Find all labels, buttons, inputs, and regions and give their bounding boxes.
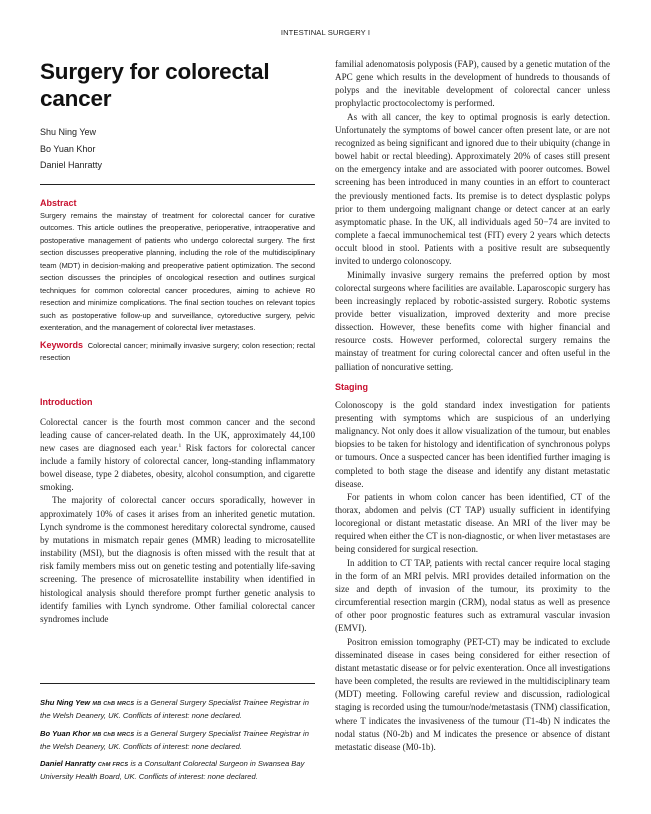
paragraph-text: Colorectal cancer is the fourth most common cancer and the second leading cause of cancer-related death. In the UK, approximately 44,100 new cases are diagnosed each year. [40,416,315,453]
article-title: Surgery for colorectal cancer [40,59,270,111]
title-divider [40,184,315,185]
bio-text: is a General Surgery Specialist Trainee Registrar in the Welsh Deanery, UK. Conflicts of interest: none declared. [40,728,309,751]
paragraph: The majority of colorectal cancer occurs sporadically, however in approximately 10% of cases it arises from an inherited genetic mutation. Lynch syndrome is the commonest hereditary colorectal syndrome, caused by mutations in mismatch repair genes (MMR) leading to microsatellite instability (MSI), but the diagnosis is often missed with the result that at risk family members miss out on genetic testing and potentially life-saving screening. The presence of microsatellite instability when identified in histological analysis should therefore prompt further genetic analysis to identify families with Lynch syndrome. Other familial colorectal cancer syndromes include [40,495,315,624]
right-column [335,58,610,754]
paragraph [40,416,315,495]
author-bio [40,728,315,753]
introduction-heading: Introduction [40,396,93,407]
author-bio [40,758,315,783]
bio-qualifications: ChM FRCS [97,762,129,769]
author-name: Shu Ning Yew [40,127,97,137]
bio-qualifications: MB ChB MRCS [92,701,135,707]
bio-name: Daniel Hanratty [40,759,96,769]
paragraph: For patients in whom colon cancer has been identified, CT of the thorax, abdomen and pelvis (CT TAP) usually sufficient in identifying locoregional or distant metastatic disease. An MRI of the liver may be required when either the CT is non-diagnostic, or when liver metastases are being considered for surgical resection. [335,491,610,555]
reference-link[interactable]: 1 [178,442,182,449]
running-head: INTESTINAL SURGERY I [280,28,371,37]
staging-heading: Staging [335,381,368,392]
author-name: Bo Yuan Khor [40,143,96,154]
author-bios [40,697,315,789]
author-list [40,124,315,174]
author-name: Daniel Hanratty [40,160,103,170]
paragraph: familial adenomatosis polyposis (FAP), caused by a genetic mutation of the APC gene which results in the development of hundreds to thousands of polyps and the inevitable development of colorectal cancer unless prophylactic proctocolectomy is performed. [335,59,610,109]
author-bio [40,697,315,722]
bio-text: is a General Surgery Specialist Trainee Registrar in the Welsh Deanery, UK. Conflicts of interest: none declared. [40,698,309,721]
keywords [40,339,315,365]
bio-qualifications: MB ChB MRCS [92,731,135,738]
bio-name: Bo Yuan Khor [40,728,91,738]
staging-body [335,399,610,754]
keywords-text: Colorectal cancer; minimally invasive surgery; colon resection; rectal resection [40,340,315,362]
abstract-text: Surgery remains the mainstay of treatment for colorectal cancer for curative outcomes. This article outlines the preoperative, perioperative, intraoperative and postoperative management of patients who undergo colorectal surgery. The first section discusses preoperative planning, including the role of the multidisciplinary team (MDT) in decision-making and preoperative patient optimization. The second section discusses the principles of oncological resection and outlines surgical techniques for common colorectal cancer procedures, aiming to achieve R0 resection and minimize complications. The final section touches on relevant topics such as postoperative follow-up and surveillance, cytoreductive surgery, pelvic exenteration, and the management of colorectal liver metastases. [40,210,315,332]
bio-name: Shu Ning Yew [40,698,91,707]
keywords-label: Keywords [40,339,84,350]
paragraph: As with all cancer, the key to optimal prognosis is early detection. Unfortunately the symptoms of bowel cancer often present late, or are not recognized as being significant and ignored due to their ubiquity (change in bowel habit or rectal bleeding). Approximately 20% of cases still present on the emergency intake and are associated with poorer outcomes. Bowel screening has been introduced in many counties in an effort to counteract the previously mentioned facts. Its premise is to detect dysplastic polyps prior to them undergoing malignant change or detect cancer at an early asymptomatic phase. In the UK, all individuals aged 50−74 are invited to complete a faecal immunochemical test (FIT) every 2 years which detects occult blood in stool. Patients with a positive result are subsequently invited to undergo colonoscopy. [335,111,611,267]
introduction-body [40,416,315,627]
bio-text: is a Consultant Colorectal Surgeon in Swansea Bay University Health Board, UK. Conflicts of interest: none declared. [40,759,305,782]
paragraph: Positron emission tomography (PET-CT) may be indicated to exclude disseminated disease in cases being considered for either resection of distant metastatic disease or for pelvic exenteration. Once all investigations have been completed, the results are reviewed in the multidisciplinary team (MDT) meeting. Following careful review and discussion, radiological staging is recorded using the tumour/node/metastasis (TNM) classification, where T indicates the invasiveness of the tumour (T1-4b) N indicates the nodal status (N0-2b) and M indicates the presence or absence of distant metastatic disease (M0-1b). [335,636,610,752]
paragraph: Colonoscopy is the gold standard index investigation for patients presenting with symptoms which are suspicious of an underlying malignancy. Not only does it allow visualization of the tumour, but enables biopsies to be taken for histology and identification of synchronous polyps or tumours. Once a suspected cancer has been identified further imaging is completed to both stage the disease and identify any distant metastatic disease. [335,399,610,489]
paragraph-text: Risk factors for colorectal cancer include a family history of colorectal cancer, long-standing inflammatory bowel disease, type 2 diabetes, obesity, alcohol consumption, and cigarette smoking. [40,442,315,493]
paragraph: In addition to CT TAP, patients with rectal cancer require local staging in the form of an MRI pelvis. MRI provides detailed information on the size and depth of invasion of the tumour, its proximity to the circumferential resection margin (CRM), nodal status as well as presence of other poor prognostic features such as extramural vascular invasion (EMVI). [335,557,610,634]
paragraph: Minimally invasive surgery remains the preferred option by most colorectal surgeons where facilities are available. Laparoscopic surgery has been increasingly replaced by robotic-assisted surgery. Robotic systems provide better visualization, improved dexterity and more precise dissection. However, these benefits come with higher financial and resource costs. However performed, colorectal surgery remains the mainstay of treatment for curing colorectal cancer and often useful in the palliation of noncurative setting. [335,269,610,372]
left-column [40,58,315,626]
bio-divider [40,683,315,684]
abstract-heading: Abstract [40,197,77,208]
